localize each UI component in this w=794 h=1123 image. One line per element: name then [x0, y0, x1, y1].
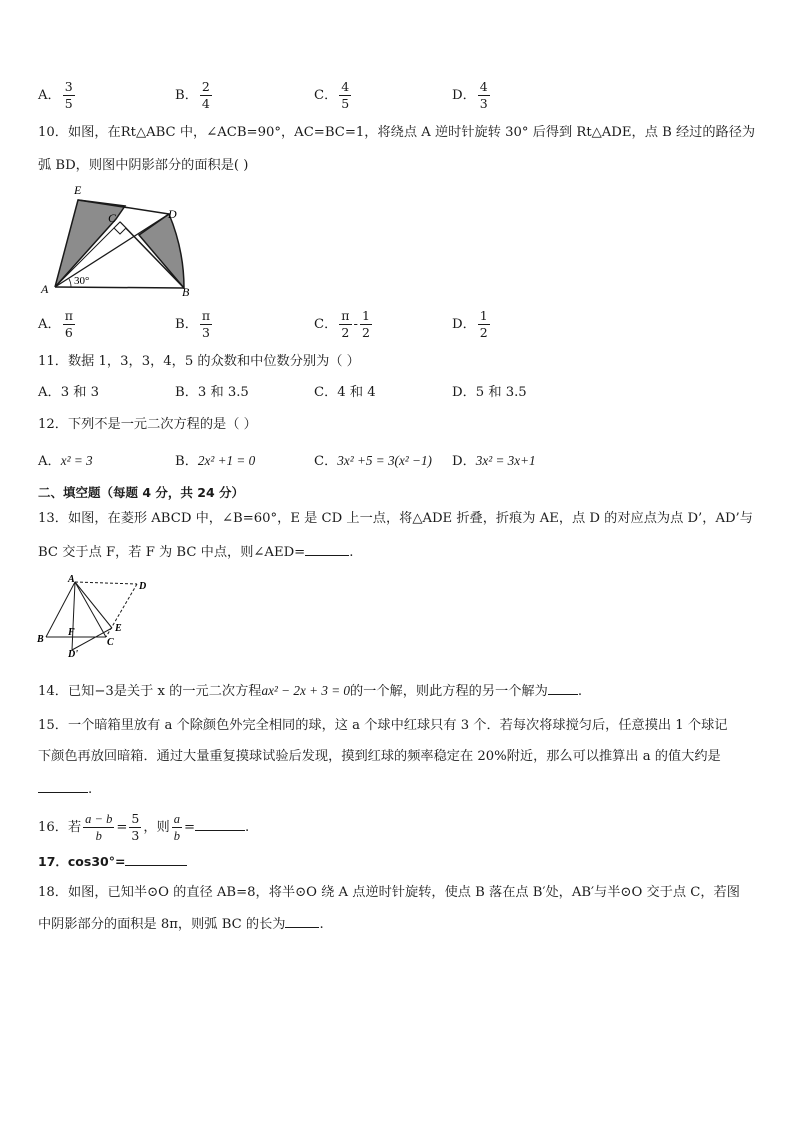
q11-option-b[interactable]: B．3 和 3.5 [175, 385, 249, 400]
numerator: 1 [479, 308, 488, 323]
denominator: 5 [341, 96, 350, 111]
q13-text-line1: 13．如图，在菱形 ABCD 中，∠B=60°，E 是 CD 上一点，将△ADE 折叠，折痕为 AE，点 D 的对应点为点 D’，AD’与 [38, 511, 753, 526]
q11-option-a[interactable]: A．3 和 3 [38, 385, 100, 400]
q17-text: 17．cos30°= [38, 852, 187, 872]
denominator: 6 [64, 325, 73, 340]
q10-option-d[interactable]: D． $\frac{1}{2}$ [452, 308, 488, 340]
numerator: a [173, 812, 180, 826]
q9-option-d[interactable]: D． $\frac{4}{3}$ [452, 79, 488, 111]
equation: 2x² +1 = 0 [197, 453, 256, 468]
segment-ad [75, 582, 137, 584]
q11-text: 11．数据 1，3，3，4，5 的众数和中位数分别为（ ） [38, 354, 360, 369]
equation: 3x² = 3x+1 [475, 453, 536, 468]
answer-blank[interactable] [195, 817, 245, 831]
section-title: 二、填空题（每题 4 分，共 24 分） [38, 485, 245, 500]
denominator: 3 [202, 325, 210, 340]
answer-blank[interactable] [548, 681, 578, 695]
denominator: b [173, 829, 180, 843]
label-d: D [168, 207, 177, 221]
segment-ed2 [72, 628, 112, 650]
numerator: π [201, 308, 211, 323]
equation: x² = 3 [60, 453, 93, 468]
label-b: B [37, 634, 44, 645]
denominator: 5 [64, 96, 73, 111]
segment-ac [75, 582, 106, 637]
q18-text-line2: 中阴影部分的面积是 8π，则弧 BC 的长为 . [38, 914, 324, 934]
numerator: 2 [201, 79, 210, 94]
label-b: B [182, 285, 190, 299]
label-c: C [108, 211, 117, 225]
segment-ab [55, 287, 184, 288]
answer-blank[interactable] [285, 914, 319, 928]
q12-option-a[interactable]: A．x² = 3 [38, 453, 93, 469]
q10-figure [38, 180, 198, 300]
q12-option-d[interactable]: D．3x² = 3x+1 [452, 453, 536, 469]
q13-figure [36, 574, 156, 658]
q10-option-b[interactable]: B． $\frac{\pi}{3}$ [175, 308, 211, 340]
q15-text-line3: . [38, 779, 92, 799]
numerator: 1 [361, 308, 370, 323]
segment-ad2 [72, 582, 75, 650]
label-e: E [74, 183, 82, 197]
denominator: 3 [131, 828, 140, 843]
q14-text: 14．已知−3是关于 x 的一元二次方程ax² − 2x + 3 = 0的一个解，则此方程的另一个解为 . [38, 683, 583, 699]
q9-option-b[interactable]: B． $\frac{2}{4}$ [175, 79, 210, 111]
q10-text-line2: 弧 BD，则图中阴影部分的面积是( ) [38, 158, 249, 173]
numerator: 4 [479, 79, 488, 94]
angle-arc [69, 279, 71, 287]
q9-option-a[interactable]: A． $\frac{3}{5}$ [38, 79, 73, 111]
label-a: A [68, 574, 75, 585]
q10-option-a[interactable]: A． $\frac{\pi}{6}$ [38, 308, 73, 340]
equation: ax² − 2x + 3 = 0 [261, 683, 350, 698]
q12-option-c[interactable]: C．3x² +5 = 3(x² −1) [314, 453, 432, 469]
denominator: b [95, 829, 102, 843]
q12-option-b[interactable]: B．2x² +1 = 0 [175, 453, 256, 469]
q9-option-c[interactable]: C． $\frac{4}{5}$ [314, 79, 350, 111]
denominator: 2 [479, 325, 488, 340]
label-e: E [115, 623, 122, 634]
q18-text-line1: 18．如图，已知半⊙O 的直径 AB=8，将半⊙O 绕 A 点逆时针旋转，使点 B 落在点 B′处，AB′与半⊙O 交于点 C，若图 [38, 885, 740, 900]
q13-text-line2: BC 交于点 F，若 F 为 BC 中点，则∠AED= . [38, 542, 353, 562]
numerator: π [341, 308, 350, 323]
label-d: D [139, 581, 147, 592]
label-d-prime: D' [68, 649, 78, 658]
q10-text-line1: 10．如图，在Rt△ABC 中，∠ACB=90°，AC=BC=1，将绕点 A 逆时针旋转 30° 后得到 Rt△ADE，点 B 经过的路径为 [38, 125, 756, 140]
equation: 3x² +5 = 3(x² −1) [337, 453, 432, 468]
label-a: A [41, 282, 49, 296]
numerator: 4 [341, 79, 350, 94]
q15-text-line2: 下颜色再放回暗箱．通过大量重复摸球试验后发现，摸到红球的频率稳定在 20%附近，那么可以推算出 a 的值大约是 [38, 749, 721, 764]
label-angle: 30° [74, 275, 90, 287]
answer-blank[interactable] [38, 779, 88, 793]
answer-blank[interactable] [125, 852, 187, 866]
answer-blank[interactable] [305, 542, 349, 556]
denominator: 2 [361, 325, 370, 340]
q16-text: 16．若 $\frac{a - b}{b}$ = $\frac{5}{3}$ ，则 $\frac{a}{b}$ = . [38, 811, 250, 843]
denominator: 4 [201, 96, 210, 111]
numerator: 3 [64, 79, 73, 94]
label-c: C [107, 637, 114, 648]
denominator: 3 [479, 96, 488, 111]
segment-ae [75, 582, 112, 628]
q11-option-d[interactable]: D．5 和 3.5 [452, 385, 527, 400]
q12-text: 12．下列不是一元二次方程的是（ ） [38, 417, 257, 432]
label-f: F [68, 627, 75, 638]
q15-text-line1: 15．一个暗箱里放有 a 个除颜色外完全相同的球，这 a 个球中红球只有 3 个．若每次将球搅匀后，任意摸出 1 个球记 [38, 718, 728, 733]
shade-right [139, 214, 184, 288]
q10-option-c[interactable]: C． $\frac{\pi}{2}$ - $\frac{1}{2}$ [314, 308, 370, 340]
denominator: 2 [341, 325, 350, 340]
numerator: 5 [131, 811, 140, 826]
numerator: a − b [85, 812, 113, 826]
q11-option-c[interactable]: C．4 和 4 [314, 385, 376, 400]
numerator: π [64, 308, 73, 323]
